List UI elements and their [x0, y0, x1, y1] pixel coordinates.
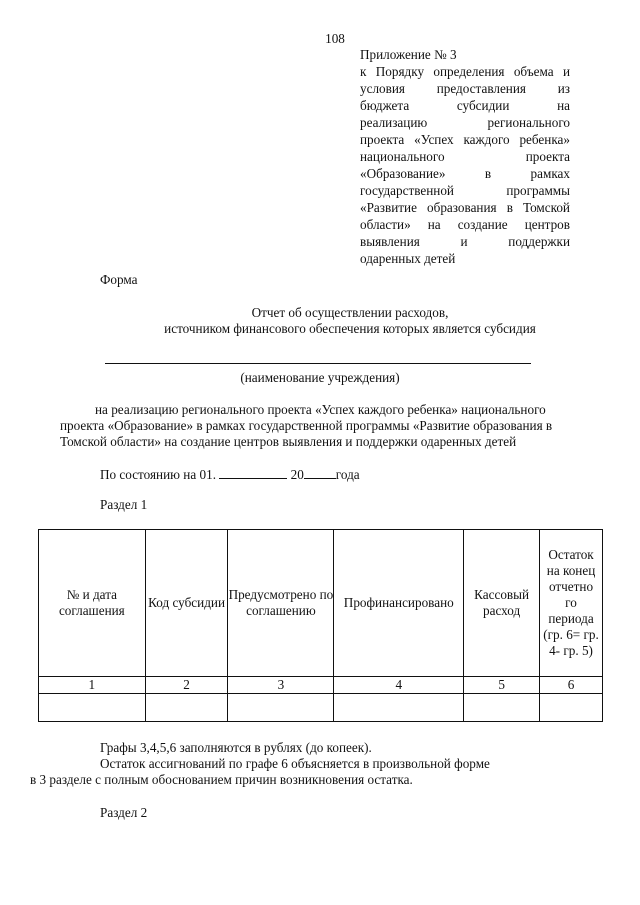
appendix-line: реализацию регионального	[360, 115, 570, 130]
as-of-prefix: По состоянию на 01.	[100, 467, 216, 482]
header-subsidy-code: Код субсидии	[145, 530, 228, 677]
header-balance: Остаток на конец отчетно го периода (гр. 6= гр. 4- гр. 5)	[540, 530, 603, 677]
year-blank[interactable]	[304, 466, 336, 479]
table-cell[interactable]	[228, 694, 334, 722]
table-cell[interactable]	[540, 694, 603, 722]
appendix-block	[360, 46, 570, 271]
note-line3: в 3 разделе с полным обоснованием причин возникновения остатка.	[30, 772, 413, 787]
table-cell[interactable]	[464, 694, 540, 722]
report-title-line1: Отчет об осуществлении расходов,	[251, 305, 449, 320]
note-line1: Графы 3,4,5,6 заполняются в рублях (до копеек).	[100, 740, 372, 755]
column-number: 6	[540, 677, 603, 694]
institution-caption: (наименование учреждения)	[240, 370, 400, 385]
appendix-line: бюджета субсидии на	[360, 98, 570, 113]
year-prefix: 20	[290, 467, 304, 482]
column-number: 3	[228, 677, 334, 694]
appendix-line: Приложение № 3	[360, 47, 457, 62]
appendix-line: проекта «Успех каждого ребенка»	[360, 132, 570, 147]
header-financed: Профинансировано	[334, 530, 464, 677]
appendix-line: национального проекта	[360, 149, 570, 164]
appendix-line: выявления и поддержки	[360, 234, 570, 249]
as-of-suffix: года	[335, 467, 360, 482]
appendix-line: «Развитие образования в Томской	[360, 200, 570, 215]
table-cell[interactable]	[39, 694, 146, 722]
header-agreement: № и дата соглашения	[39, 530, 146, 677]
table-cell[interactable]	[145, 694, 228, 722]
report-table	[38, 529, 603, 722]
month-blank[interactable]	[219, 466, 287, 479]
table-row	[39, 694, 603, 722]
appendix-line: к Порядку определения объема и	[360, 64, 570, 79]
purpose-line3: Томской области» на создание центров выявления и поддержки одаренных детей	[60, 434, 517, 449]
table-header-row	[39, 530, 603, 677]
column-number: 4	[334, 677, 464, 694]
appendix-line: условия предоставления из	[360, 81, 570, 96]
report-title-line2: источником финансового обеспечения которых является субсидия	[164, 321, 536, 336]
purpose-line2: проекта «Образование» в рамках государственной программы «Развитие образования в	[60, 418, 553, 433]
as-of-date	[100, 466, 360, 483]
header-planned: Предусмотрено по соглашению	[228, 530, 334, 677]
table-number-row	[39, 677, 603, 694]
institution-name-blank[interactable]	[105, 363, 531, 364]
appendix-line: области» на создание центров	[360, 217, 570, 232]
appendix-line: одаренных детей	[360, 251, 456, 266]
column-number: 2	[145, 677, 228, 694]
page-number: 108	[325, 31, 345, 46]
header-cash-expense: Кассовый расход	[464, 530, 540, 677]
purpose-line1: на реализацию регионального проекта «Успех каждого ребенка» национального	[95, 402, 546, 417]
note-line2: Остаток ассигнований по графе 6 объясняется в произвольной форме	[100, 756, 490, 771]
form-label: Форма	[100, 272, 138, 287]
section1-label: Раздел 1	[100, 497, 148, 512]
column-number: 5	[464, 677, 540, 694]
table-cell[interactable]	[334, 694, 464, 722]
column-number: 1	[39, 677, 146, 694]
appendix-line: «Образование» в рамках	[360, 166, 570, 181]
appendix-line: государственной программы	[360, 183, 570, 198]
section2-label: Раздел 2	[100, 805, 148, 820]
